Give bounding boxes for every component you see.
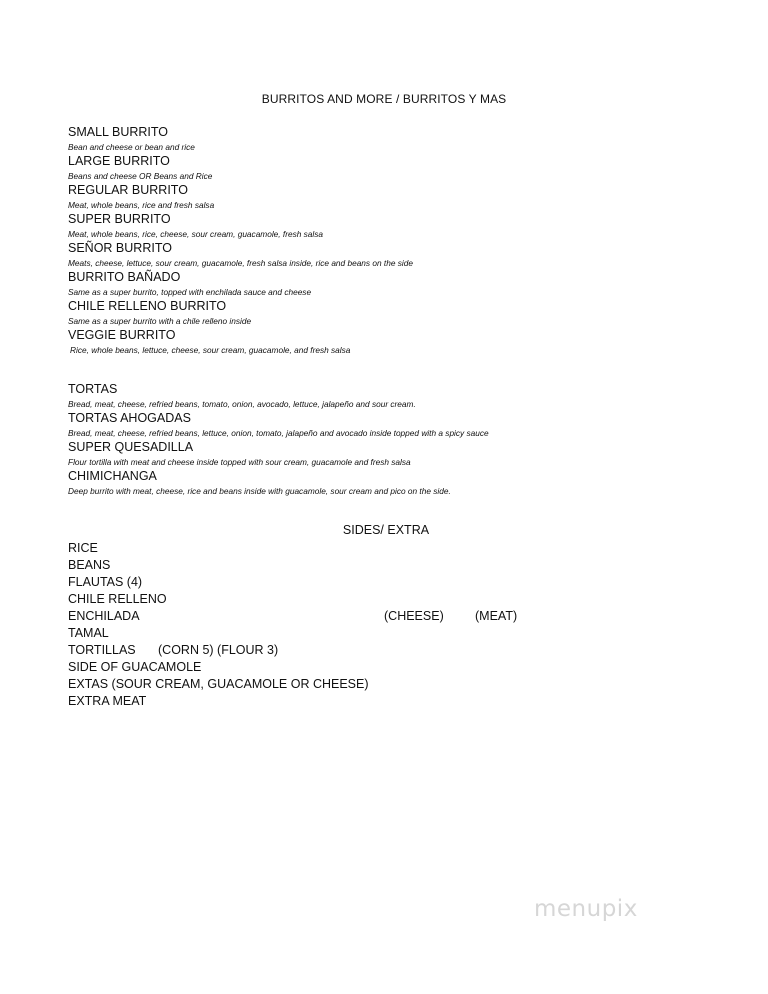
- sides-heading: SIDES/ EXTRA: [342, 523, 430, 537]
- item-senor-burrito-desc: Meats, cheese, lettuce, sour cream, guacamole, fresh salsa inside, rice and beans on the side: [68, 258, 413, 268]
- item-regular-burrito: REGULAR BURRITO: [68, 183, 188, 197]
- enchilada-cheese-option: (CHEESE): [384, 609, 444, 623]
- item-chimichanga-desc: Deep burrito with meat, cheese, rice and beans inside with guacamole, sour cream and pico on the side.: [68, 486, 451, 496]
- side-extras: EXTAS (SOUR CREAM, GUACAMOLE OR CHEESE): [68, 677, 369, 691]
- side-enchilada-row: [68, 608, 748, 625]
- item-large-burrito-desc: Beans and cheese OR Beans and Rice: [68, 171, 213, 181]
- side-tamal: TAMAL: [68, 626, 109, 640]
- item-senor-burrito: SEÑOR BURRITO: [68, 241, 172, 255]
- side-flautas: FLAUTAS (4): [68, 575, 143, 589]
- side-guacamole: SIDE OF GUACAMOLE: [68, 660, 202, 674]
- item-chile-relleno-burrito: CHILE RELLENO BURRITO: [68, 299, 227, 313]
- item-tortas: TORTAS: [68, 382, 118, 396]
- side-rice: RICE: [68, 541, 98, 555]
- item-super-burrito-desc: Meat, whole beans, rice, cheese, sour cream, guacamole, fresh salsa: [68, 229, 324, 239]
- menu-title: BURRITOS AND MORE / BURRITOS Y MAS: [261, 92, 507, 106]
- tortas-section: [68, 382, 748, 498]
- item-tortas-ahogadas: TORTAS AHOGADAS: [68, 411, 191, 425]
- item-veggie-burrito-desc: Rice, whole beans, lettuce, cheese, sour cream, guacamole, and fresh salsa: [70, 345, 351, 355]
- item-tortas-desc: Bread, meat, cheese, refried beans, tomato, onion, avocado, lettuce, jalapeño and sour cream.: [68, 399, 416, 409]
- side-tortillas: TORTILLAS: [68, 643, 136, 657]
- item-burrito-banado: BURRITO BAÑADO: [68, 270, 181, 284]
- side-extra-meat: EXTRA MEAT: [68, 694, 147, 708]
- menupix-watermark-logo: menupix: [534, 896, 638, 922]
- side-beans: BEANS: [68, 558, 111, 572]
- item-burrito-banado-desc: Same as a super burrito, topped with enchilada sauce and cheese: [68, 287, 312, 297]
- item-veggie-burrito: VEGGIE BURRITO: [68, 328, 176, 342]
- side-enchilada: ENCHILADA: [68, 609, 140, 623]
- item-chile-relleno-burrito-desc: Same as a super burrito with a chile relleno inside: [68, 316, 252, 326]
- burritos-section: [68, 125, 748, 357]
- item-tortas-ahogadas-desc: Bread, meat, cheese, refried beans, lettuce, onion, tomato, jalapeño and avocado inside topped with a spicy sauce: [68, 428, 489, 438]
- sides-list: [68, 540, 748, 710]
- tortillas-options: (CORN 5) (FLOUR 3): [158, 643, 279, 657]
- side-tortillas-row: [68, 642, 748, 659]
- enchilada-meat-option: (MEAT): [475, 609, 518, 623]
- item-super-quesadilla: SUPER QUESADILLA: [68, 440, 194, 454]
- item-super-quesadilla-desc: Flour tortilla with meat and cheese inside topped with sour cream, guacamole and fresh salsa: [68, 457, 411, 467]
- item-large-burrito: LARGE BURRITO: [68, 154, 170, 168]
- item-small-burrito-desc: Bean and cheese or bean and rice: [68, 142, 195, 152]
- side-chile-relleno: CHILE RELLENO: [68, 592, 167, 606]
- item-super-burrito: SUPER BURRITO: [68, 212, 171, 226]
- item-small-burrito: SMALL BURRITO: [68, 125, 169, 139]
- item-regular-burrito-desc: Meat, whole beans, rice and fresh salsa: [68, 200, 215, 210]
- item-chimichanga: CHIMICHANGA: [68, 469, 157, 483]
